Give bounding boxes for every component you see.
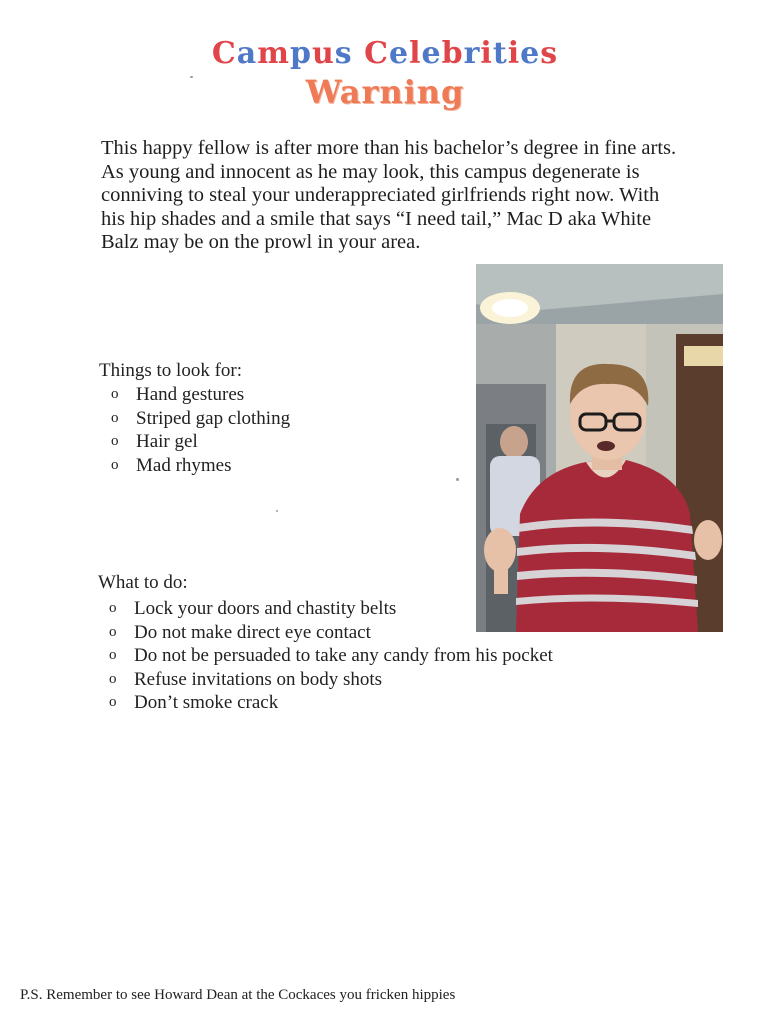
title-letter: i <box>480 36 493 71</box>
bullet-icon: o <box>111 433 119 449</box>
title-letter: l <box>409 36 422 71</box>
title-letter: t <box>492 36 508 71</box>
list-item: o Don’t smoke crack <box>109 692 279 713</box>
intro-line: As young and innocent as he may look, this campus degenerate is <box>101 160 640 183</box>
title-letter: u <box>311 36 335 71</box>
bullet-icon: o <box>111 456 119 473</box>
list-item: o Refuse invitations on body shots <box>109 668 383 690</box>
intro-line: his hip shades and a smile that says “I need tail,” Mac D aka White <box>101 207 652 230</box>
page-subtitle: Warning <box>305 73 465 111</box>
title-letter <box>353 36 364 71</box>
intro-line: conniving to steal your underappreciated girlfriends right now. With <box>101 184 660 207</box>
title-letter: a <box>236 36 258 71</box>
intro-line: This happy fellow is after more than his bachelor’s degree in fine arts. <box>101 137 677 159</box>
list-item: o Lock your doors and chastity belts <box>109 598 397 619</box>
bullet-icon: o <box>109 623 117 640</box>
title-letter: e <box>520 36 541 71</box>
title-letter: m <box>257 36 290 71</box>
title-letter: s <box>334 36 353 71</box>
list-item: o Do not be persuaded to take any candy from his pocket <box>109 645 553 666</box>
bullet-icon: o <box>111 409 119 426</box>
portrait-photo <box>476 264 723 632</box>
intro-paragraph <box>101 137 736 255</box>
list-item: o Striped gap clothing <box>111 407 291 429</box>
title-letter: i <box>507 36 521 71</box>
list-item: o Mad rhymes <box>111 454 232 476</box>
bullet-icon: o <box>109 670 117 687</box>
scan-speck <box>276 510 278 512</box>
scan-speck <box>190 76 193 78</box>
title-letter: s <box>540 36 559 71</box>
list-item: o Hair gel <box>111 431 198 452</box>
list-item: o Do not make direct eye contact <box>109 621 371 643</box>
title-letter: C <box>364 36 390 71</box>
list-item: o Hand gestures <box>111 384 245 405</box>
portrait-illustration <box>476 264 723 632</box>
title-letter: r <box>463 36 481 71</box>
title-letter: e <box>421 36 442 71</box>
look-for-heading: Things to look for: <box>99 360 243 381</box>
title-letter: p <box>290 36 312 71</box>
intro-line: Balz may be on the prowl in your area. <box>101 231 421 254</box>
bullet-icon: o <box>111 386 119 402</box>
page-title <box>150 36 620 72</box>
title-letter: e <box>389 36 410 71</box>
what-to-do-list <box>109 597 553 715</box>
what-to-do-heading: What to do: <box>98 572 188 593</box>
bullet-icon: o <box>109 600 117 616</box>
ps-note: P.S. Remember to see Howard Dean at the Cockaces you fricken hippies <box>20 987 456 1003</box>
bullet-icon: o <box>109 647 117 663</box>
title-letter: b <box>441 36 464 71</box>
title-letter: C <box>211 36 237 71</box>
bullet-icon: o <box>109 694 117 710</box>
look-for-list <box>111 383 290 477</box>
scan-speck <box>456 478 459 481</box>
